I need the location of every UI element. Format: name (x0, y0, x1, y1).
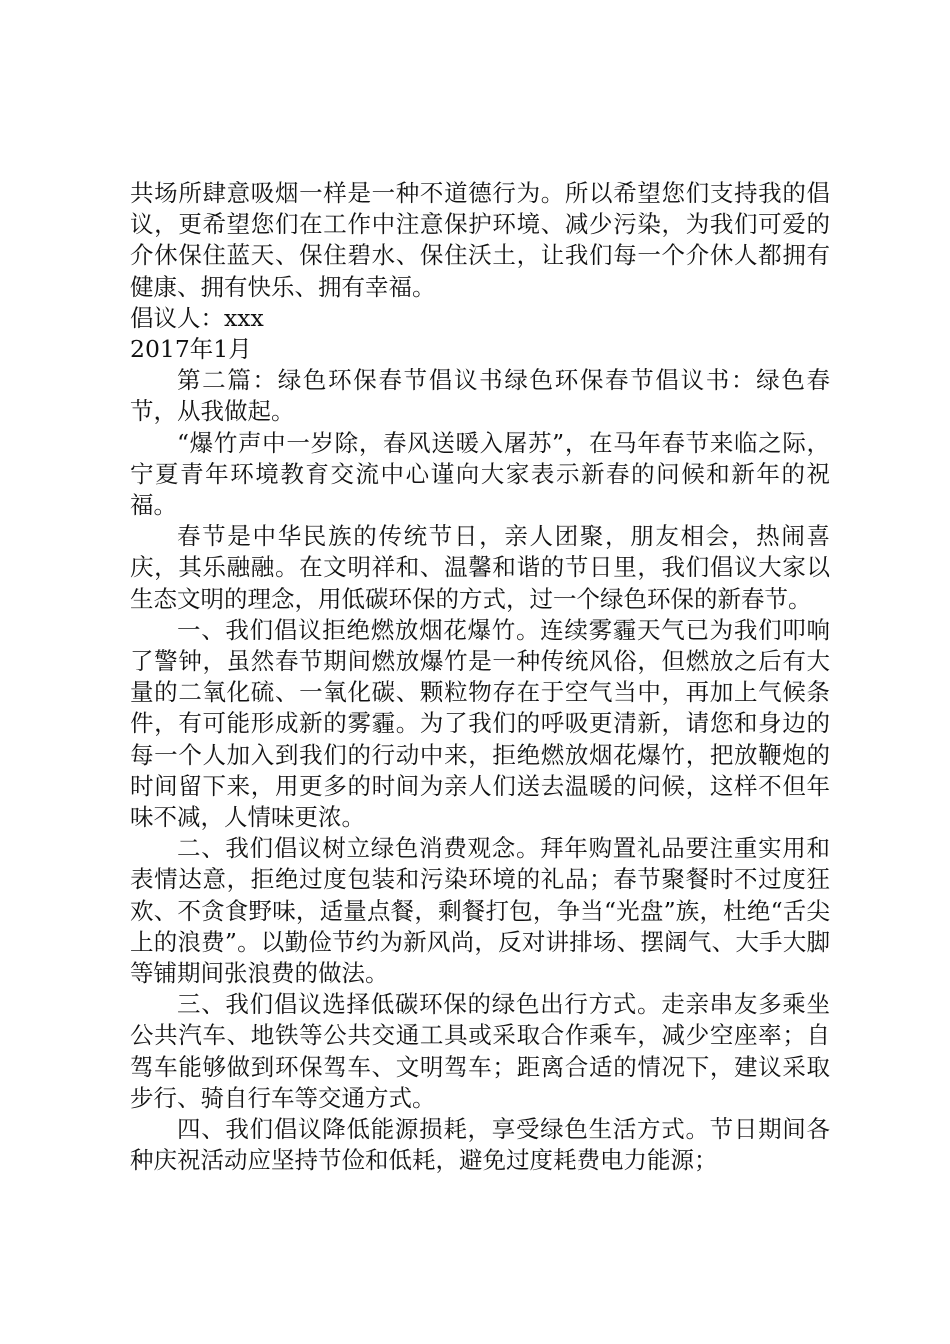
section-heading: 第二篇：绿色环保春节倡议书绿色环保春节倡议书：绿色春节，从我做起。 (130, 366, 830, 426)
document-body (130, 178, 830, 1177)
paragraph-intro: 春节是中华民族的传统节日，亲人团聚，朋友相会，热闹喜庆，其乐融融。在文明祥和、温馨和谐的节日里，我们倡议大家以生态文明的理念，用低碳环保的方式，过一个绿色环保的新春节。 (130, 522, 830, 613)
paragraph-point-2: 二、我们倡议树立绿色消费观念。拜年购置礼品要注重实用和表情达意，拒绝过度包装和污染环境的礼品；春节聚餐时不过度狂欢、不贪食野味，适量点餐，剩餐打包，争当“光盘”族，杜绝“舌尖上的浪费”。以勤俭节约为新风尚，反对讲排场、摆阔气、大手大脚等铺期间张浪费的做法。 (130, 834, 830, 988)
paragraph-point-3: 三、我们倡议选择低碳环保的绿色出行方式。走亲串友多乘坐公共汽车、地铁等公共交通工具或采取合作乘车，减少空座率；自驾车能够做到环保驾车、文明驾车；距离合适的情况下，建议采取步行、骑自行车等交通方式。 (130, 990, 830, 1112)
paragraph-closing-continuation: 共场所肆意吸烟一样是一种不道德行为。所以希望您们支持我的倡议，更希望您们在工作中注意保护环境、减少污染，为我们可爱的介休保住蓝天、保住碧水、保住沃土，让我们每一个介休人都拥有健康、拥有快乐、拥有幸福。 (130, 179, 830, 301)
paragraph-point-1: 一、我们倡议拒绝燃放烟花爆竹。连续雾霾天气已为我们叩响了警钟，虽然春节期间燃放爆竹是一种传统风俗，但燃放之后有大量的二氧化硫、一氧化碳、颗粒物存在于空气当中，再加上气候条件，有可能形成新的雾霾。为了我们的呼吸更清新，请您和身边的每一个人加入到我们的行动中来，拒绝燃放烟花爆竹，把放鞭炮的时间留下来，用更多的时间为亲人们送去温暖的问候，这样不但年味不减，人情味更浓。 (130, 615, 830, 832)
paragraph-greeting: “爆竹声中一岁除，春风送暖入屠苏”，在马年春节来临之际，宁夏青年环境教育交流中心谨向大家表示新春的问候和新年的祝福。 (130, 428, 830, 520)
date-line: 2017年1月 (130, 335, 252, 364)
signature-line: 倡议人：xxx (130, 303, 264, 332)
paragraph-point-4: 四、我们倡议降低能源损耗，享受绿色生活方式。节日期间各种庆祝活动应坚持节俭和低耗，避免过度耗费电力能源； (130, 1115, 830, 1175)
